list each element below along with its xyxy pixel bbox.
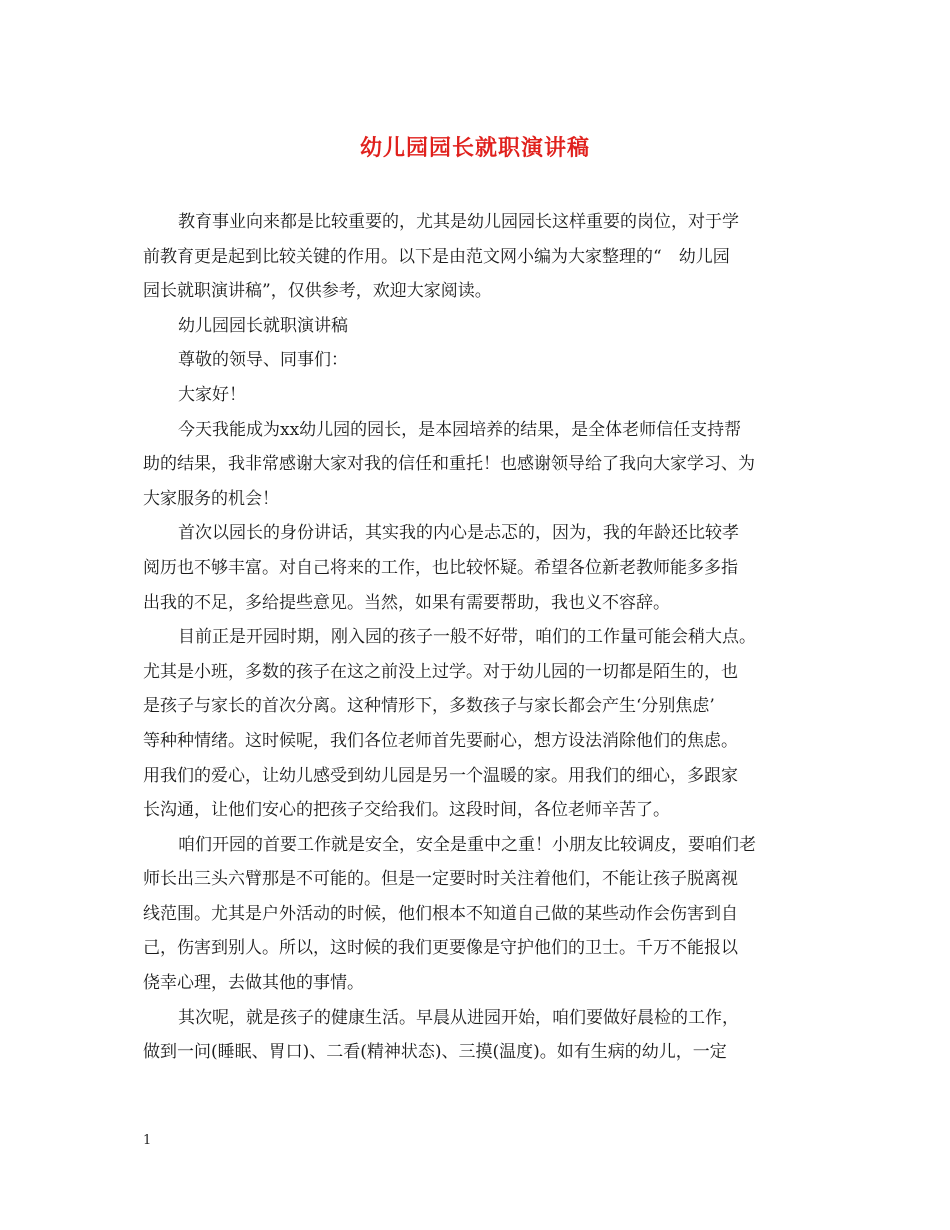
text-line: 大家好！	[178, 384, 246, 405]
paragraph	[143, 413, 815, 517]
paragraph	[143, 205, 815, 309]
text-line: 尤其是小班，多数的孩子在这之前没上过学。对于幼儿园的一切都是陌生的，也	[143, 661, 738, 682]
text-line: 出我的不足，多给提些意见。当然，如果有需要帮助，我也义不容辞。	[143, 592, 670, 613]
text-line: 今天我能成为xx幼儿园的园长，是本园培养的结果，是全体老师信任支持帮	[178, 419, 742, 440]
text-line: 做到一问(睡眠、胃口)、二看(精神状态)、三摸(温度)。如有生病的幼儿，一定	[143, 1042, 727, 1063]
paragraph	[143, 516, 815, 620]
text-line: 目前正是开园时期，刚入园的孩子一般不好带，咱们的工作量可能会稍大点。	[178, 627, 756, 648]
text-line: 用我们的爱心，让幼儿感受到幼儿园是另一个温暖的家。用我们的细心，多跟家	[143, 765, 738, 786]
page-number: 1	[143, 1133, 152, 1148]
text-line: 己，伤害到别人。所以，这时候的我们更要像是守护他们的卫士。千万不能报以	[143, 938, 738, 959]
document-body	[143, 205, 815, 1070]
text-line: 大家服务的机会！	[143, 488, 279, 509]
text-line: 其次呢，就是孩子的健康生活。早晨从进园开始，咱们要做好晨检的工作，	[178, 1007, 739, 1028]
text-line: 咱们开园的首要工作就是安全，安全是重中之重！小朋友比较调皮，要咱们老	[178, 834, 756, 855]
text-line: 教育事业向来都是比较重要的，尤其是幼儿园园长这样重要的岗位，对于学	[178, 212, 739, 232]
paragraph	[143, 343, 815, 378]
paragraph	[143, 828, 815, 1001]
text-line: 幼儿园园长就职演讲稿	[178, 315, 348, 336]
text-line: 尊敬的领导、同事们：	[178, 350, 348, 371]
text-line: 助的结果，我非常感谢大家对我的信任和重托！也感谢领导给了我向大家学习、为	[143, 454, 755, 475]
text-line: 是孩子与家长的首次分离。这种情形下，多数孩子与家长都会产生‘分别焦虑’	[143, 696, 715, 717]
text-line: 首次以园长的身份讲话，其实我的内心是忐忑的，因为，我的年龄还比较孝	[178, 523, 739, 544]
text-line: 阅历也不够丰富。对自己将来的工作，也比较怀疑。希望各位新老教师能多多指	[143, 557, 738, 578]
text-line: 师长出三头六臂那是不可能的。但是一定要时时关注着他们，不能让孩子脱离视	[143, 869, 738, 890]
text-line: 长沟通，让他们安心的把孩子交给我们。这段时间，各位老师辛苦了。	[143, 800, 670, 821]
paragraph	[143, 620, 815, 828]
text-line: 侥幸心理，去做其他的事情。	[143, 973, 364, 994]
paragraph	[143, 309, 815, 344]
text-line: 等种种情绪。这时候呢，我们各位老师首先要耐心，想方设法消除他们的焦虑。	[143, 730, 738, 751]
text-line: 园长就职演讲稿”，仅供参考，欢迎大家阅读。	[143, 281, 492, 302]
paragraph	[143, 1001, 815, 1070]
text-line: 线范围。尤其是户外活动的时候，他们根本不知道自己做的某些动作会伤害到自	[143, 903, 738, 924]
text-line: 前教育更是起到比较关键的作用。以下是由范文网小编为大家整理的“ 幼儿园	[143, 246, 730, 267]
paragraph	[143, 378, 815, 413]
document-title: 幼儿园园长就职演讲稿	[359, 135, 590, 161]
